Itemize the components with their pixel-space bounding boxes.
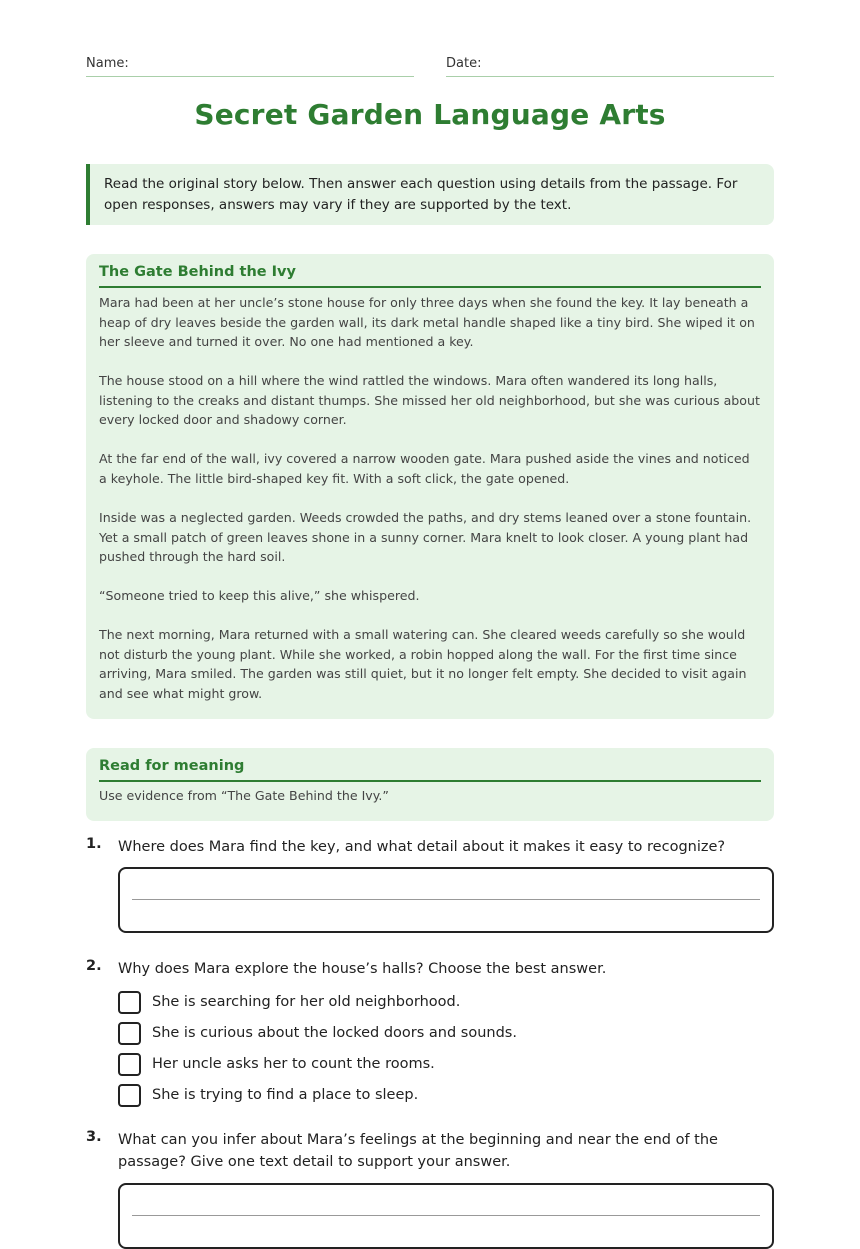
question-number: 3. [86, 1129, 102, 1145]
question-number: 2. [86, 958, 102, 974]
option-label: She is trying to find a place to sleep. [152, 1087, 419, 1103]
question-text: Where does Mara find the key, and what detail about it makes it easy to recognize? [118, 839, 726, 855]
question-number: 1. [86, 836, 102, 852]
option-item[interactable] [118, 991, 774, 1022]
read-for-meaning-section [86, 748, 774, 821]
option-checkbox[interactable] [118, 1022, 141, 1045]
instructions-callout: Read the original story below. Then answer each question using details from the passage. For open responses, answers may vary if they are supported by the text. [86, 164, 774, 225]
passage-paragraph: At the far end of the wall, ivy covered a narrow wooden gate. Mara pushed aside the vines and noticed a keyhole. The little bird-shaped key fit. With a soft click, the gate opened. [99, 451, 750, 486]
option-label: She is searching for her old neighborhood. [152, 994, 461, 1010]
question-text: What can you infer about Mara’s feelings at the beginning and near the end of the passage? Give one text detail to support your answer. [118, 1132, 718, 1170]
story-passage [86, 254, 774, 719]
passage-paragraph: The house stood on a hill where the wind rattled the windows. Mara often wandered its long halls, listening to the creaks and distant thumps. She missed her old neighborhood, but she was curious about every locked door and shadowy corner. [99, 373, 760, 428]
option-item[interactable] [118, 1022, 774, 1053]
passage-heading: The Gate Behind the Ivy [99, 264, 761, 288]
page-title: Secret Garden Language Arts [194, 98, 666, 131]
option-checkbox[interactable] [118, 991, 141, 1014]
meaning-heading: Read for meaning [99, 758, 761, 782]
passage-paragraph: Mara had been at her uncle’s stone house for only three days when she found the key. It lay beneath a heap of dry leaves beside the garden wall, its dark metal handle shaped like a tiny bird. She wiped it on her sleeve and turned it over. No one had mentioned a key. [99, 295, 755, 350]
answer-options [118, 991, 774, 1115]
option-checkbox[interactable] [118, 1053, 141, 1076]
answer-box[interactable] [118, 867, 774, 933]
passage-paragraph: “Someone tried to keep this alive,” she whispered. [99, 588, 420, 604]
passage-paragraph: Inside was a neglected garden. Weeds crowded the paths, and dry stems leaned over a stone fountain. Yet a small patch of green leaves shone in a sunny corner. Mara knelt to look closer. A young plant had pushed through the hard soil. [99, 509, 752, 565]
option-item[interactable] [118, 1084, 774, 1115]
name-field[interactable] [86, 52, 414, 77]
date-field[interactable] [446, 52, 774, 77]
answer-box[interactable] [118, 1183, 774, 1249]
answer-line [132, 899, 760, 900]
option-label: Her uncle asks her to count the rooms. [152, 1056, 435, 1072]
passage-paragraph: The next morning, Mara returned with a small watering can. She cleared weeds carefully so she would not disturb the young plant. While she worked, a robin hopped along the wall. For the first time since arriving, Mara smiled. The garden was still quiet, but it no longer felt empty. She decided to visit again and see what might grow. [99, 627, 747, 701]
option-item[interactable] [118, 1053, 774, 1084]
question-text: Why does Mara explore the house’s halls? Choose the best answer. [118, 961, 607, 977]
student-info-fields [86, 52, 774, 76]
name-label: Name: [86, 56, 129, 71]
option-checkbox[interactable] [118, 1084, 141, 1107]
meaning-subtitle: Use evidence from “The Gate Behind the Ivy.” [99, 788, 389, 803]
option-label: She is curious about the locked doors and sounds. [152, 1025, 517, 1041]
date-label: Date: [446, 56, 482, 71]
